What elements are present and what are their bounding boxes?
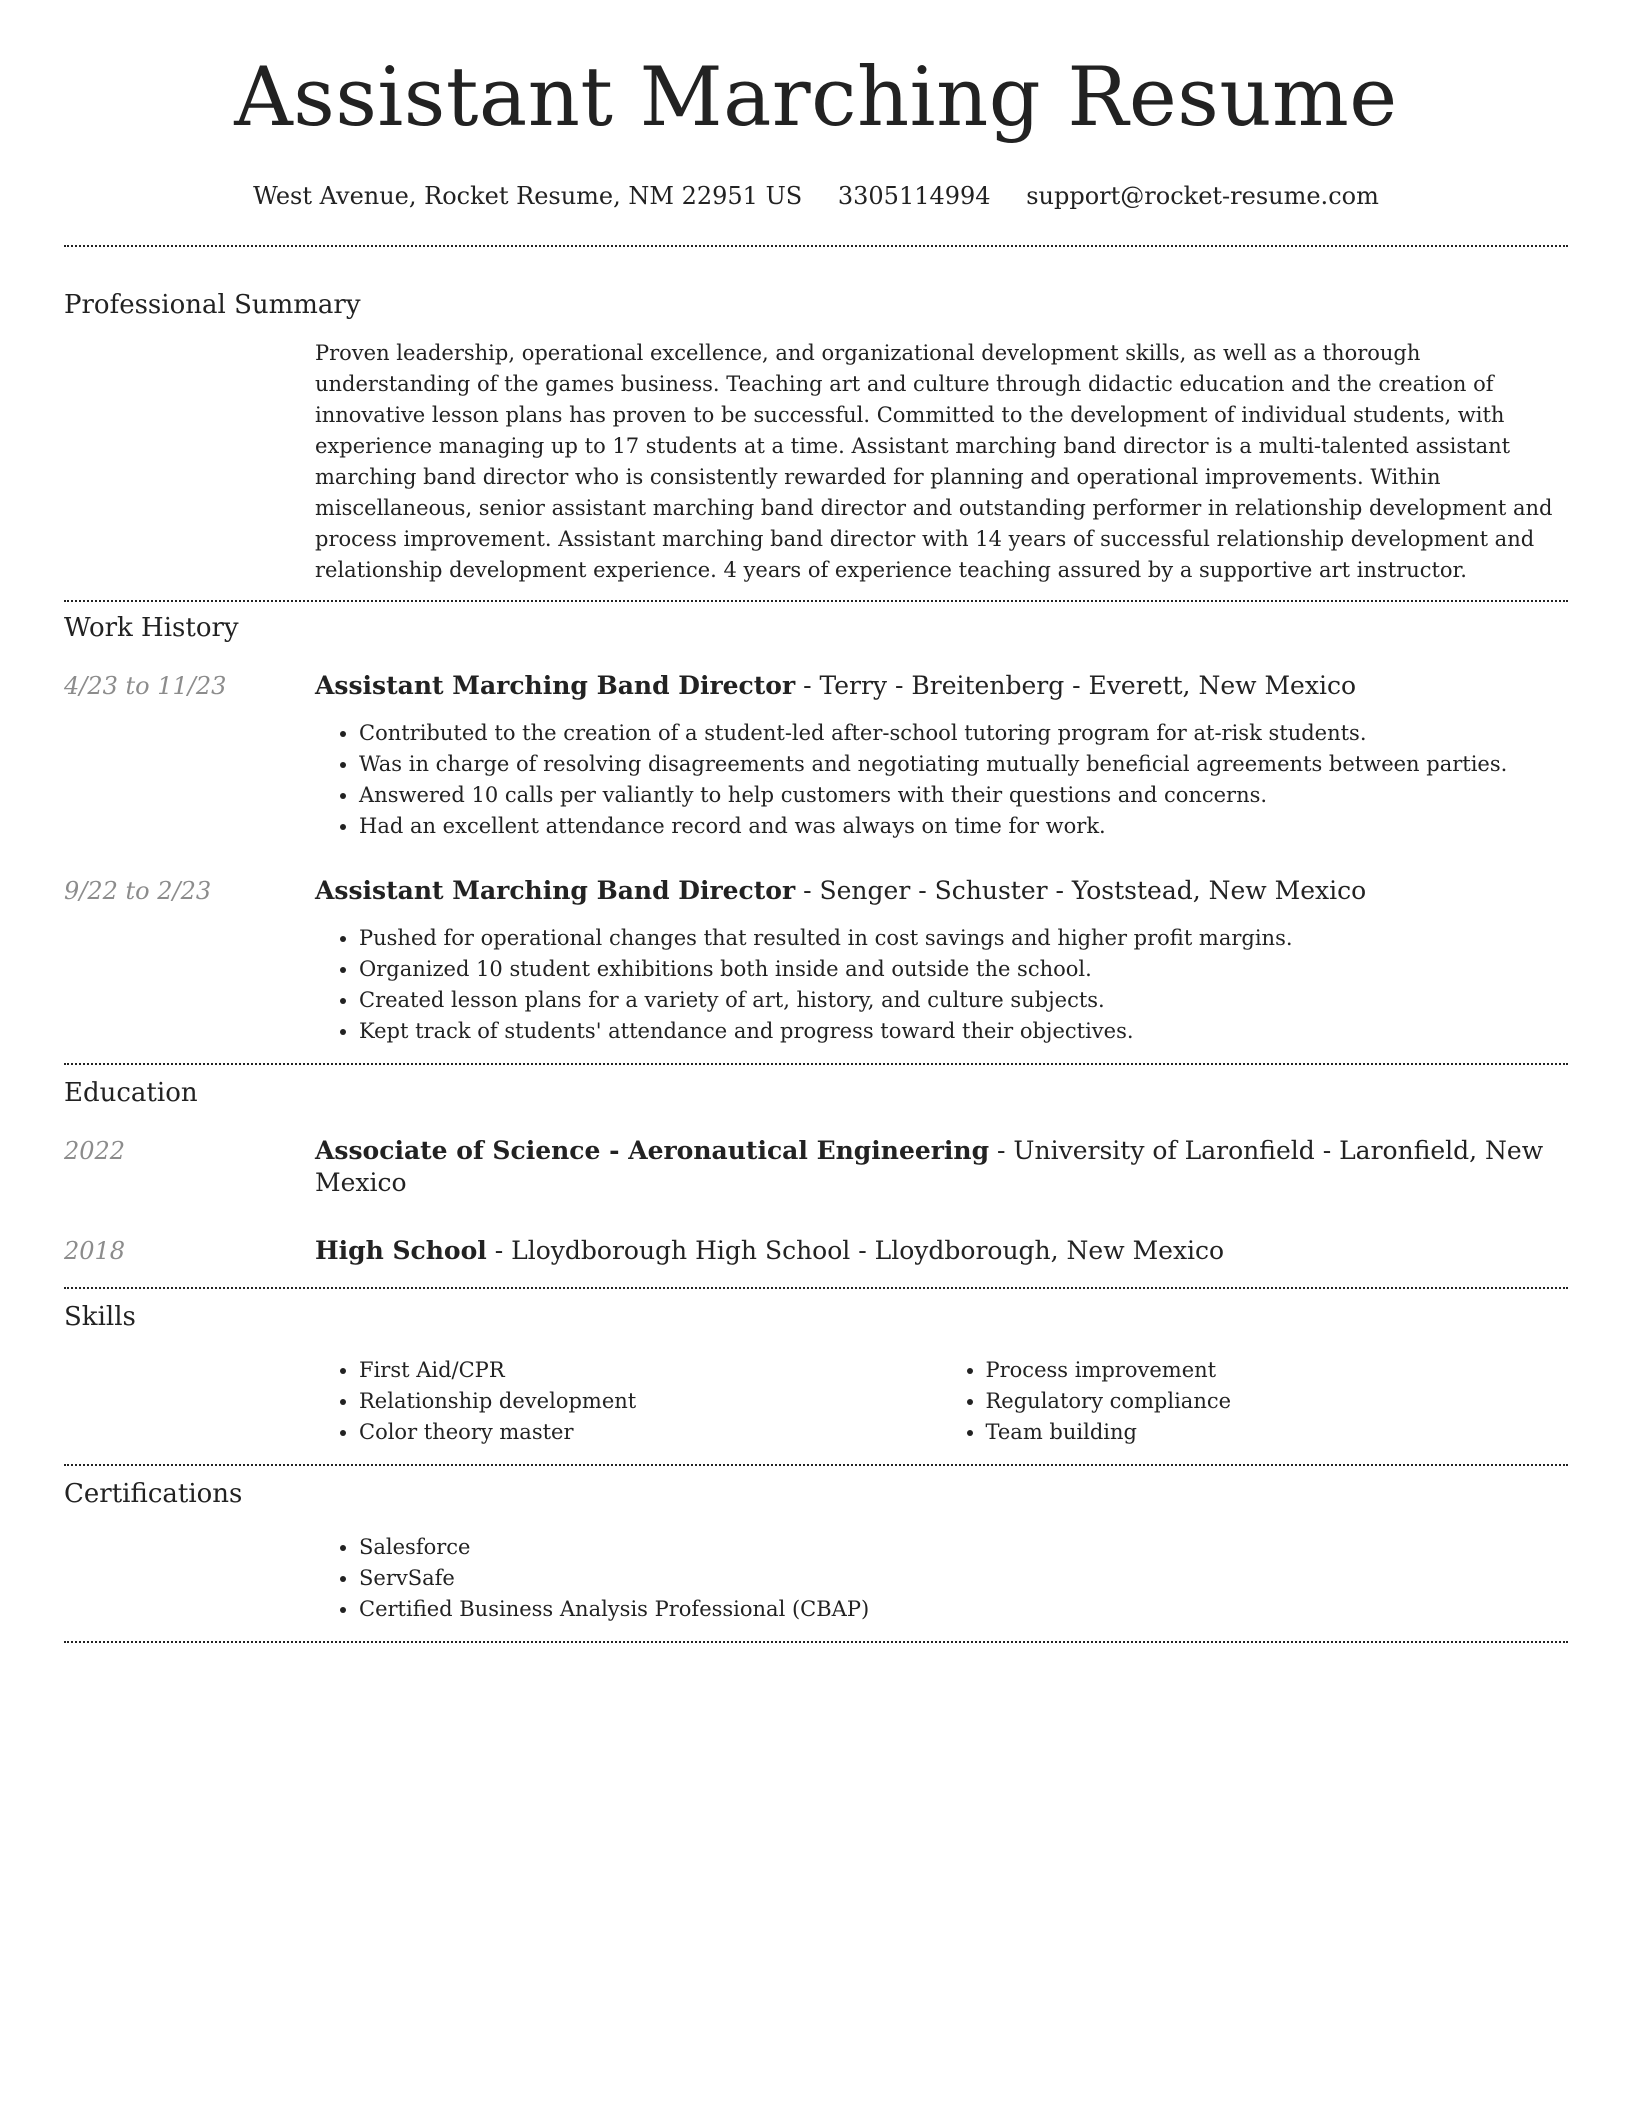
job-bullets	[315, 923, 1568, 1047]
list-item: • Regulatory compliance	[986, 1386, 1569, 1417]
education-section	[64, 1077, 1568, 1267]
education-title-line	[315, 1135, 1568, 1199]
summary-text: Proven leadership, operational excellence, and organizational development skills, as well as a thorough understanding of the games business. Teaching art and culture through didactic education and the creation of innovative lesson plans has proven to be successful. Committed to the development of individual students, with experience managing up to 17 students at a time. Assistant marching band director is a multi-talented assistant marching band director who is consistently rewarded for planning and operational improvements. Within miscellaneous, senior assistant marching band director and outstanding performer in relationship development and process improvement. Assistant marching band director with 14 years of successful relationship development and relationship development experience. 4 years of experience teaching assured by a supportive art instructor.	[315, 341, 1553, 582]
list-item: • Salesforce	[359, 1532, 1568, 1563]
resume-name: Assistant Marching Resume	[234, 51, 1398, 145]
education-degree: Associate of Science - Aeronautical Engineering	[315, 1136, 990, 1165]
job-title	[315, 875, 1568, 907]
job-bullets	[315, 718, 1568, 842]
list-item: • Color theory master	[359, 1417, 942, 1448]
education-entry	[64, 1135, 1568, 1199]
divider	[64, 1464, 1568, 1466]
skills-section	[64, 1301, 1568, 1448]
education-title: Education	[64, 1078, 198, 1108]
divider	[64, 1063, 1568, 1065]
list-item: • Certified Business Analysis Professional (CBAP)	[359, 1594, 1568, 1625]
job-role: Assistant Marching Band Director	[315, 876, 796, 905]
job-title	[315, 670, 1568, 702]
contact-phone: 3305114994	[837, 182, 991, 210]
list-item: • Created lesson plans for a variety of art, history, and culture subjects.	[359, 985, 1568, 1016]
divider	[64, 600, 1568, 602]
education-title-line	[315, 1235, 1568, 1267]
certifications-list	[315, 1532, 1568, 1625]
list-item: • Was in charge of resolving disagreements and negotiating mutually beneficial agreements between parties.	[359, 749, 1568, 780]
certifications-section	[64, 1478, 1568, 1625]
job-details: - Terry - Breitenberg - Everett, New Mexico	[795, 671, 1356, 700]
summary-title: Professional Summary	[64, 290, 361, 320]
job-role: Assistant Marching Band Director	[315, 671, 796, 700]
contact-line	[64, 181, 1568, 211]
job-dates: 9/22 to 2/23	[64, 877, 212, 905]
certifications-title: Certifications	[64, 1479, 243, 1509]
list-item: • Team building	[986, 1417, 1569, 1448]
work-section	[64, 612, 1568, 1047]
education-year: 2022	[64, 1137, 126, 1165]
list-item: • Pushed for operational changes that resulted in cost savings and higher profit margins.	[359, 923, 1568, 954]
work-title: Work History	[64, 613, 239, 643]
skills-list-left	[315, 1355, 942, 1448]
summary-section	[64, 289, 1568, 586]
list-item: • Contributed to the creation of a student-led after-school tutoring program for at-risk students.	[359, 718, 1568, 749]
skills-grid	[315, 1355, 1568, 1448]
list-item: • Organized 10 student exhibitions both inside and outside the school.	[359, 954, 1568, 985]
job-entry	[64, 875, 1568, 1047]
job-dates: 4/23 to 11/23	[64, 672, 227, 700]
job-entry	[64, 670, 1568, 842]
list-item: • Answered 10 calls per valiantly to help customers with their questions and concerns.	[359, 780, 1568, 811]
list-item: • Kept track of students' attendance and progress toward their objectives.	[359, 1016, 1568, 1047]
list-item: • Process improvement	[986, 1355, 1569, 1386]
education-degree: High School	[315, 1236, 487, 1265]
skills-list-right	[942, 1355, 1569, 1448]
education-year: 2018	[64, 1237, 126, 1265]
skills-title: Skills	[64, 1302, 136, 1332]
list-item: • ServSafe	[359, 1563, 1568, 1594]
education-details: - University of Laronfield - Laronfield, New Mexico	[315, 1136, 1544, 1197]
list-item: • First Aid/CPR	[359, 1355, 942, 1386]
contact-address: West Avenue, Rocket Resume, NM 22951 US	[253, 182, 803, 210]
divider	[64, 1641, 1568, 1643]
job-details: - Senger - Schuster - Yoststead, New Mexico	[795, 876, 1367, 905]
divider	[64, 245, 1568, 247]
list-item: • Had an excellent attendance record and was always on time for work.	[359, 811, 1568, 842]
list-item: • Relationship development	[359, 1386, 942, 1417]
education-entry	[64, 1235, 1568, 1267]
education-details: - Lloydborough High School - Lloydborough, New Mexico	[486, 1236, 1225, 1265]
contact-email: support@rocket-resume.com	[1026, 182, 1379, 210]
divider	[64, 1287, 1568, 1289]
